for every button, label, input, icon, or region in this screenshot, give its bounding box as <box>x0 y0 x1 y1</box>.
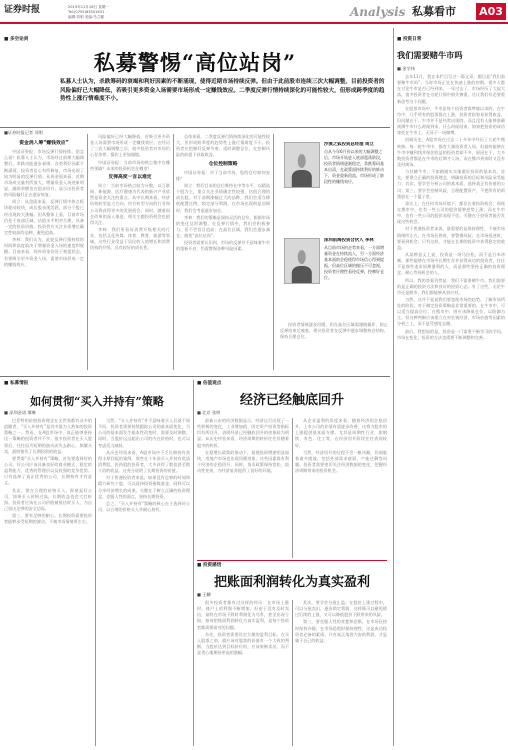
article-text: 李林：我们更看好消费升级相关的行业，包括文化传媒、体育、教育、旅游等领域，这些行业受益于居民收入的增长和消费结构的升级，具有较好的成长性。 <box>90 227 170 251</box>
article-2-col-2 <box>295 418 387 558</box>
caption-name: 深圳前海投资合伙人 李林 <box>324 238 374 243</box>
photo-li-lin <box>284 238 320 284</box>
article-text: 周立：当前市场热点较为分散，以互联网、新能源、医疗健康为代表的新兴产业依然是资金关注的重点。从中长期来看，经济结构转型是大方向，符合转型方向的行业和公司将获得更多的发展机会。同时，随着国企改革的深入推进，相关主题投资机会也值得关注。 <box>90 183 170 225</box>
article-text: 对于普通投资者来说，如果没有足够的时间和精力研究个股，可以选择投资指数基金，同样可以分享经济增长的成果。关键在于树立正确的投资理念，克服人性的弱点，坚持长期投资。 <box>98 475 190 499</box>
section-title-en: Analysis <box>350 5 406 19</box>
article-text: 当然，“买入并持有”并不意味着买入后就不闻不问。投资者需要持续跟踪公司的基本面变化，当公司的基本面发生根本性改变时，需要及时调整。同时，当股价远远超出公司的内在价值时，也可以考虑适当减持。 <box>98 418 190 448</box>
caption-text: 从目前市场的走势来看，一方面增量资金在持续流入，另一方面经济基本面的企稳使得市场信心得到提振，但高位区域的抛压不可忽视，投资者应理性看待反弹，控制好仓位。 <box>324 244 384 280</box>
article-3-col-1 <box>197 600 289 746</box>
main-article-col-2 <box>90 134 170 370</box>
article-2-title: 经济已经触底回升 <box>239 393 344 408</box>
divider <box>197 560 387 561</box>
article-text: 中国证券报：当前市场的热点集中在哪些领域？未来的投资机会在哪里？ <box>90 159 170 171</box>
article-text: 在稳增长政策的推动下，基建投资增速明显加快，房地产市场也出现回暖迹象，这些因素都有利于经济的企稳回升。同时，货币政策保持宽松，流动性充裕，为经济复苏提供了良好的环境。 <box>197 449 289 474</box>
column-divider <box>273 134 274 370</box>
article-text: 周立：从盘面来看，反弹行情中热点板块轮动较快，成长股表现活跃，部分个股已经出现较大涨幅。但从整体上看，目前市场仍处于底部区域，估值水平相对合理，具备一定的投资价值。投资者应关注业绩增长确定性较高的品种，避免追高。 <box>4 199 84 236</box>
body <box>292 266 312 283</box>
article-text: 对于普通投资者来说，最重要的是保持理性，不被市场情绪所左右。在市场狂热时，要警惕风险；在市场低迷时，要看到机会。只有这样，才能在长期的投资中获得稳定的收益。 <box>397 226 505 250</box>
article-text: 风险偏好已经大幅降低，若吸引更多资金入场需要市场形成一定赚钱效应。在经历了三次大幅调整之后，很多投资者对市场仍心存余悸，操作上更加谨慎。 <box>90 134 170 158</box>
masthead <box>0 0 508 24</box>
section-tag-valuation: ■ 估值观点 <box>197 381 222 386</box>
photo-zhou-li <box>284 142 320 188</box>
column-divider <box>292 600 293 746</box>
issue-editor: 编辑:刘明 美编:马立娜 <box>68 14 104 19</box>
photo-caption-2 <box>324 238 386 314</box>
column-divider <box>393 28 394 746</box>
article-text: 从历史经验来看，A股市场中不乏长期持有获得丰厚回报的案例。那些在十年前买入并持有优质消费股、医药股的投资者，大多获得了数倍甚至数十倍的收益。这充分说明了长期投资的价值。 <box>98 449 190 474</box>
article-1-byline: ■ 深圳金诺 谭琳 <box>4 410 36 415</box>
article-text: 与其赌牛市，不如踏踏实实地做好投资的基本功。首先，要建立正确的投资理念，明确投资的目标和风险承受能力；其次，要学会分析公司的基本面，选择真正有价值的公司；第三，要学会控制风险，合理配置资产，不把所有的鸡蛋放在一个篮子里。 <box>397 169 505 199</box>
section-title-cn: 私募看市 <box>412 5 456 18</box>
paper-logo: 证券时报 <box>4 5 41 15</box>
divider <box>0 376 390 377</box>
article-1-title: 如何贯彻“买入并持有”策略 <box>30 395 164 408</box>
main-subhead-3: 仓位控制策略 <box>208 161 238 167</box>
main-subhead-1: 资金消入筹“赚钱效应” <box>19 141 69 146</box>
article-text: 最新公布的经济数据显示，经济运行出现了一些积极的变化，工业增加值、固定资产投资等指标均有所回升，表明经济已经触底回升的迹象较为明显。从历史经验来看，经济周期的转折往往伴随着股市的转折。 <box>197 418 289 448</box>
article-text: 很多投资者都有过这样的经历：在市场上涨时，账户上的利润不断增加，但由于没有及时卖出，最终在市场下跌时利润化为乌有，甚至出现亏损。如何把账面利润转化为真实盈利，是每个投资者都需要面对的问题。 <box>197 600 289 630</box>
caption-name: 沙漠之狐投资总经理 周立 <box>324 142 374 147</box>
article-text: 当然，这并不是说我们要忽视市场的趋势。了解市场所处的阶段，对于制定投资策略是非常重要的。在牛市中，可以适当提高仓位；在熊市中，则应该降低仓位，以防御为主。但这种判断应该建立在对宏观经济、市场估值等因素的分析之上，而不是凭感觉去赌。 <box>397 296 505 327</box>
divider <box>0 127 390 128</box>
article-text: 首先，投资者需要设定合理的盈利目标。在买入股票之前，就应该对股票的价值有一个大致的判断，当股价达到目标价位时，应该果断卖出，而不是贪心地期待更高的涨幅。 <box>197 631 289 656</box>
article-text: 李林：我们的策略是保持灵活的仓位，根据市场的变化及时调整。在反弹行情中，我们会积极参与，但不会盲目追高；在高位区域，我们会逐步减仓，避免“高位站岗”。 <box>176 214 270 239</box>
main-lead: 私募人士认为，杀跌筹码的衰竭和利好因素的不断涌现，使得近期市场持续反弹。但由于此前股市连续三次大幅调整，目前投资者的风险偏好已大幅降低，若吸引更多资金入场需要市场形成一定赚钱效应。二季度反弹行情持续深化的可能性较大，但形成跨季度的趋势性上涨行情难度不小。 <box>60 79 385 103</box>
section-tag-intel: ■ 私募情报 <box>4 381 29 386</box>
article-text: 所以，我的答案仍然是：我们不需要赌牛市。我们需要的是正确的投资方法和良好的投资心态。有了这些，无论牛市还是熊市，我们都能够从容应对。 <box>397 277 505 295</box>
right-article-title: 我们需要赌牛市吗 <box>397 50 463 60</box>
article-text: 投资者情绪逐步回暖，但在高位区域需谨慎操作，防止反弹结束后被套。建议投资者在反弹中逐步调整持仓结构，保持合理仓位。 <box>280 322 388 340</box>
article-text: 总之，“买入并持有”策略的核心在于选择好公司、以合理的价格买入并耐心持有。 <box>98 500 190 512</box>
column-divider <box>292 418 293 558</box>
column-divider <box>193 380 194 746</box>
body <box>292 170 312 187</box>
article-3-col-2 <box>295 600 387 746</box>
article-text: 从某种意义上说，投资是一场马拉松，而不是百米冲刺。那些能够在市场中长期生存并获得成功的投资者，往往不是那些追求短期暴利的人，而是那些坚持正确的投资理念、耐心等待机会的人。 <box>397 251 505 276</box>
caption-text: 自从今年6月份以来的大幅调整之后，市场开始进入底部震荡阶段，投资者情绪逐渐稳定，杀跌筹码基本出清，在政策面持续利好的推动下，资金重新回流，市场形成了阶段性的赚钱效应。 <box>324 148 384 184</box>
column-divider <box>173 134 174 370</box>
column-divider <box>87 134 88 370</box>
section-tag-debate: ■ 多空论剑 <box>4 37 29 42</box>
column-divider <box>95 418 96 746</box>
article-text: 去年11月，我在本栏目写过一篇文章，题目是“我们需要赌牛市吗”。当时市场正处在快速上涨的初期，很多人都在讨论牛市是否已经到来。一年过去了，市场经历了大起大落，很多投资者在这轮行情中损失惨重，这让我们有必要重新思考这个问题。 <box>397 74 505 104</box>
article-1-col-2 <box>98 418 190 746</box>
article-text: 李林：我们认为，此轮反弹行情持续的时间和高度取决于增量资金入场的速度和规模。目前来看，场外资金仍处于观望状态，若要吸引更多资金入场，需要市场形成一定的赚钱效应。 <box>4 237 84 267</box>
issue-date: 2015年11月16日 星期一 <box>68 5 109 9</box>
right-article-author: ■ 金学伟 <box>397 66 415 71</box>
right-article-body <box>397 74 505 746</box>
head <box>298 154 306 168</box>
article-3-byline: ■ 王麟 <box>197 592 211 597</box>
article-text: 其次，要在合理的价格买入。即使是好公司，如果买入价格过高，长期收益也会大打折扣。投资者应该在公司价值被低估时买入，为自己留出足够的安全边际。 <box>4 487 92 511</box>
main-headline: 私募警惕“高位站岗” <box>93 50 297 75</box>
section-tag-insight: ■ 投资感悟 <box>197 563 222 568</box>
article-text: 从企业盈利的角度来看，随着经济的企稳回升，上市公司的业绩有望逐步改善，这将为股市的上涨提供基本面支撑。尤其是周期性行业，如钢铁、有色、化工等，在经济回升阶段往往表现较好。 <box>295 418 387 448</box>
article-3-title: 把账面利润转化为真实盈利 <box>213 575 370 590</box>
section-tag-daily: ■ 投资日常 <box>397 37 422 42</box>
article-text: 其次，要学会分批止盈。在股价上涨过程中，可以分批卖出，逐步锁定利润，这样既可以避免错过后续的上涨，又可以降低股价下跌带来的风险。 <box>295 600 387 618</box>
main-article-col-3 <box>176 134 270 370</box>
page-number: A03 <box>476 3 506 20</box>
article-text: 最后，我想说的是，投资是一门需要不断学习的学问。市场在变化，投资的方法也需要不断调整和完善。 <box>397 328 505 340</box>
article-text: 总体来看，二季度反弹行情持续深化的可能性较大，但形成跨季度的趋势性上涨行情难度不小。投资者应把握好反弹节奏，适时调整仓位，在控制风险的前提下获取收益。 <box>176 134 270 158</box>
person-silhouette <box>292 152 312 187</box>
article-text: 中国证券报：市场反弹行情持续，您怎么看？私募人士认为，市场经过前期大幅调整后，杀跌动能逐步衰竭，各类利好因素不断涌现，投资者信心有所修复，市场出现了较为明显的反弹行情。从资金面来看，近期市场成交量有所放大，增量资金入场迹象明显，融资余额也在稳步回升，显示出投资者的风险偏好正在逐步恢复。 <box>4 149 84 198</box>
article-text: 中国证券报：对于当前市场，您的仓位如何安排？ <box>176 169 270 181</box>
article-text: 要贯彻“买入并持有”策略，首先要选择好的公司。好公司应该具备良好的商业模式、稳定的盈利能力、优秀的管理层以及较强的竞争优势。只有选择了真正优秀的公司，长期持有才有意义。 <box>4 455 92 486</box>
article-text: 巴菲特的价值投资理念在全世界都有众多的追随者，“买入并持有”是其中最为人熟知的投资策略之一。然而，在A股市场中，真正能够坚持这一策略的投资者并不多。很多投资者在买入股票后，往往因为短期的波动而失去耐心，频繁买卖，最终错失了长期投资的收益。 <box>4 418 92 454</box>
article-2-col-1 <box>197 418 289 558</box>
main-byline: ■证券时报记者 刘明 <box>4 130 43 135</box>
article-text: 在股票市场中，牛市是每个投资者都梦寐以求的。在牛市中，几乎所有的股票都在上涨，投资者很容易获得收益。但问题在于，牛市并不是经常出现的，而且没有人能够准确预测牛市什么时候到来、什么时候结束。如果把投资的成功寄托在牛市上，无异于一场赌博。 <box>397 105 505 136</box>
main-subhead-2: 反弹高度一言以难定 <box>108 174 152 180</box>
article-text: 第三，要有足够的耐心。长期投资需要投资者能够承受短期的波动，不被市场情绪所左右。 <box>4 513 92 525</box>
main-article-col-4 <box>280 322 388 370</box>
article-text: 第三，要克服人性的贪婪和恐惧。在市场狂热时保持冷静，在市场恐慌时保持理性，这是成功投资者必备的素质。只有真正落袋为安的利润，才是属于自己的收益。 <box>295 619 387 643</box>
issue-tel: Tel:(0755)83501631 <box>68 9 105 14</box>
article-text: 周立：我们目前的仓位维持在中等水平，以精选个股为主，重点关注业绩确定性较强、估值合理的成长股。对于前期涨幅过大的品种，我们会适当降低配置比例，锁定部分利润。在市场出现明显回调时，我们会考虑逐步加仓。 <box>176 183 270 213</box>
article-text: 事实上，在任何市场环境下，都存在着投资机会。即使在熊市中，也有一些公司的股价能够逆势上涨；而在牛市中，也有一些公司的股价表现不佳。关键在于投资者能否发现这些机会。 <box>397 200 505 225</box>
issue-info <box>68 5 188 20</box>
main-article-col-1 <box>4 138 84 370</box>
article-1-col-1 <box>4 418 92 746</box>
article-2-byline: ■ 北京 张明 <box>197 410 221 415</box>
photo-caption-1 <box>324 142 386 218</box>
article-text: 回顾历史，A股市场在过去二十多年中经历了几轮牛熊转换。每一轮牛市中，都有大量投资者入场，但最终能够在牛市中赚到钱并保住收益的投资者却不多。原因在于，大多数投资者都是在牛市的后期才入场，而在熊市到来时又没有及时离场。 <box>397 137 505 167</box>
article-text: 当然，经济回升的过程不会一帆风顺，仍面临着诸多挑战，包括外部需求疲弱、产能过剩等问题。投资者需要密切关注经济数据的变化，把握经济周期带来的投资机会。 <box>295 449 387 474</box>
person-silhouette <box>292 248 312 283</box>
article-text: 投资者需要认识到，市场的反弹并不意味着牛市的重新开启，仍需警惕各种风险因素。 <box>176 240 270 252</box>
head <box>298 250 306 264</box>
